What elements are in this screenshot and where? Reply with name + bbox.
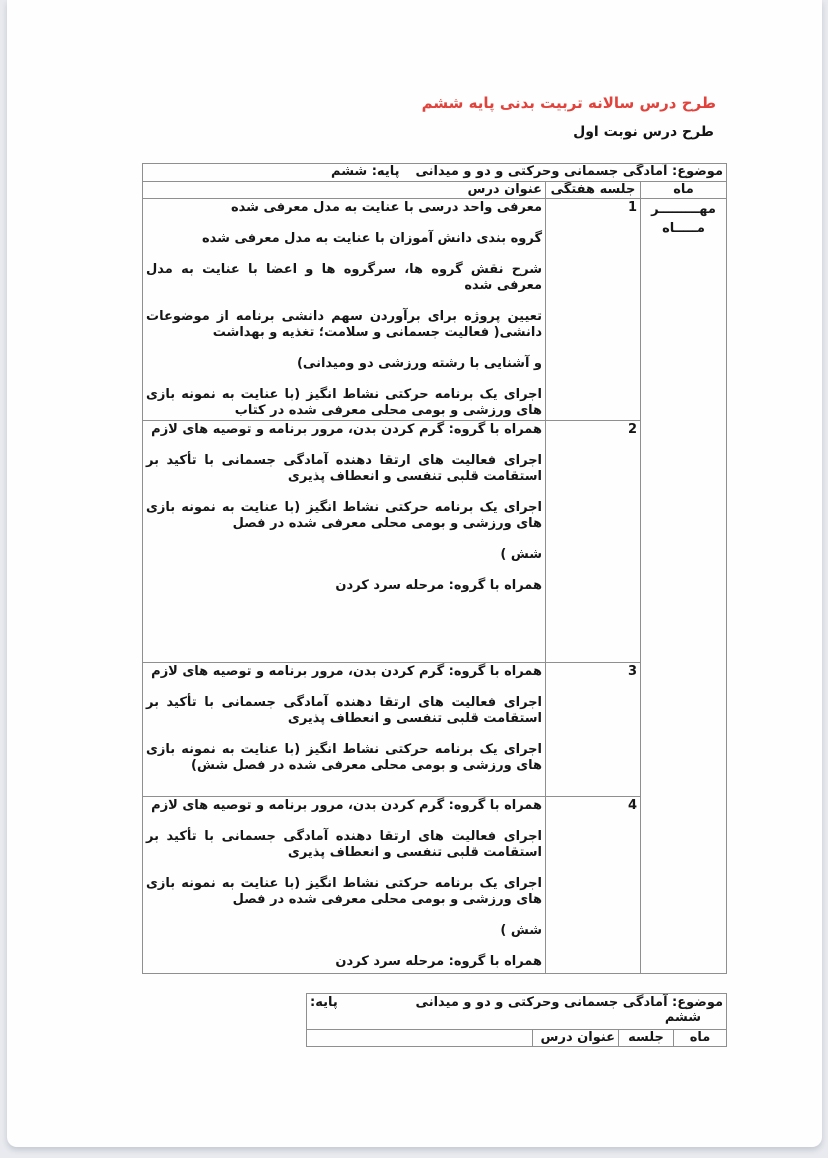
- subject-text: موضوع: آمادگی جسمانی وحرکتی و دو و میدانی: [415, 164, 724, 179]
- lesson-paragraph: همراه با گروه: گرم کردن بدن، مرور برنامه و توصیه های لازم: [151, 422, 543, 437]
- document-title: طرح درس سالانه تربیت بدنی پایه ششم: [421, 94, 716, 112]
- lesson-paragraph: معرفی واحد درسی با عنایت به مدل معرفی شده: [230, 200, 543, 215]
- lesson-cell: [143, 797, 546, 974]
- subject-cell: [307, 994, 727, 1030]
- col-header-session: جلسه هفتگی: [546, 182, 641, 199]
- month-cell: [641, 199, 727, 974]
- column-header-row: [143, 182, 727, 199]
- col-header-month: ماه: [641, 182, 727, 199]
- lesson-plan-table-term1: [142, 163, 727, 974]
- col-header-session: جلسه: [619, 1030, 674, 1047]
- grade-text: پایه: ششم: [331, 164, 400, 179]
- lesson-paragraph: اجرای یک برنامه حرکتی نشاط انگیز (با عنایت به نمونه بازی های ورزشی و بومی محلی معرفی شده در فصل: [146, 876, 543, 907]
- table-row: [143, 199, 727, 421]
- session-number: 1: [546, 199, 641, 421]
- lesson-paragraph: اجرای یک برنامه حرکتی نشاط انگیز (با عنایت به نمونه بازی های ورزشی و بومی محلی معرفی شده در فصل: [146, 500, 543, 531]
- subject-cell: [143, 164, 727, 182]
- lesson-paragraph: تعیین پروژه برای برآوردن سهم دانشی برنامه از موضوعات دانشی( فعالیت جسمانی و سلامت؛ تغذیه و بهداشت: [146, 309, 543, 340]
- lesson-plan-table-term2: [306, 993, 727, 1047]
- table-row: [143, 421, 727, 663]
- lesson-paragraph: همراه با گروه: گرم کردن بدن، مرور برنامه و توصیه های لازم: [151, 664, 543, 679]
- subject-row: [143, 164, 727, 182]
- grade-label: پایه:: [310, 995, 338, 1010]
- lesson-paragraph: و آشنایی با رشته ورزشی دو ومیدانی): [296, 356, 543, 371]
- empty-cell: [307, 1030, 533, 1047]
- session-number: 2: [546, 421, 641, 663]
- lesson-cell: [143, 421, 546, 663]
- session-number: 3: [546, 663, 641, 797]
- table-row: [143, 663, 727, 797]
- lesson-paragraph: شش ): [500, 923, 543, 938]
- document-page: [7, 0, 822, 1147]
- lesson-paragraph: اجرای یک برنامه حرکتی نشاط انگیز (با عنایت به نمونه بازی های ورزشی و بومی محلی معرفی شده در فصل شش): [146, 742, 543, 773]
- lesson-paragraph: همراه با گروه: مرحله سرد کردن: [335, 954, 543, 969]
- lesson-paragraph: اجرای یک برنامه حرکتی نشاط انگیز (با عنایت به نمونه بازی های ورزشی و بومی محلی معرفی شده در کتاب: [146, 387, 543, 418]
- month-name-line1: مهـــــــــر: [651, 202, 716, 217]
- lesson-paragraph: اجرای فعالیت های ارتقا دهنده آمادگی جسمانی با تأکید بر استقامت قلبی تنفسی و انعطاف پذیری: [146, 829, 543, 860]
- col-header-lesson: عنوان درس: [533, 1030, 619, 1047]
- lesson-paragraph: شش ): [500, 547, 543, 562]
- lesson-paragraph: همراه با گروه: مرحله سرد کردن: [335, 578, 543, 593]
- lesson-paragraph: همراه با گروه: گرم کردن بدن، مرور برنامه و توصیه های لازم: [151, 798, 543, 813]
- month-name-line2: مـــــاه: [662, 221, 705, 236]
- grade-value: ششم: [664, 1010, 702, 1025]
- column-header-row: [307, 1030, 727, 1047]
- table-row: [143, 797, 727, 974]
- lesson-cell: [143, 663, 546, 797]
- subject-row: [307, 994, 727, 1030]
- col-header-month: ماه: [674, 1030, 727, 1047]
- lesson-paragraph: اجرای فعالیت های ارتقا دهنده آمادگی جسمانی با تأکید بر استقامت قلبی تنفسی و انعطاف پذیری: [146, 453, 543, 484]
- lesson-paragraph: گروه بندی دانش آموزان با عنایت به مدل معرفی شده: [202, 231, 543, 246]
- lesson-cell: [143, 199, 546, 421]
- term-subtitle: طرح درس نوبت اول: [573, 124, 714, 140]
- session-number: 4: [546, 797, 641, 974]
- lesson-paragraph: شرح نقش گروه ها، سرگروه ها و اعضا با عنایت به مدل معرفی شده: [146, 262, 543, 293]
- subject-text: موضوع: آمادگی جسمانی وحرکتی و دو و میدانی: [415, 995, 724, 1010]
- col-header-lesson: عنوان درس: [143, 182, 546, 199]
- lesson-paragraph: اجرای فعالیت های ارتقا دهنده آمادگی جسمانی با تأکید بر استقامت قلبی تنفسی و انعطاف پذیری: [146, 695, 543, 726]
